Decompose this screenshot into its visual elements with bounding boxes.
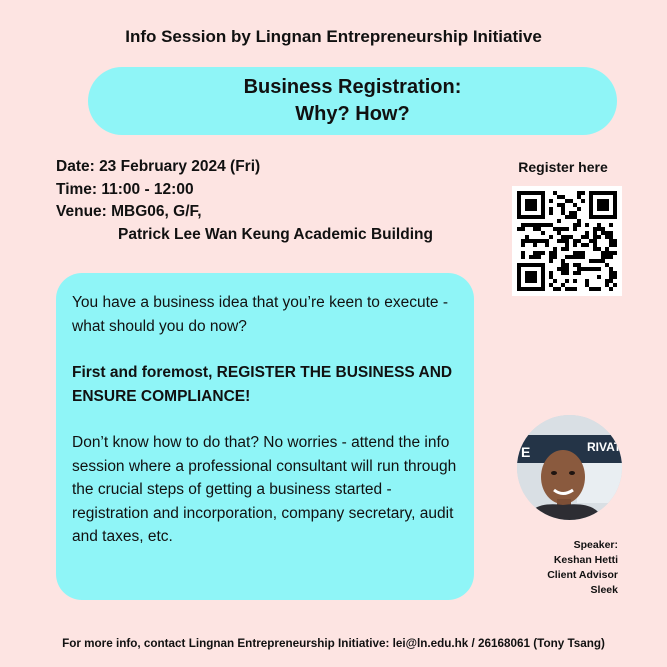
info-paragraph-emphasis: First and foremost, REGISTER THE BUSINESS AND ENSURE COMPLIANCE!	[72, 364, 453, 405]
info-paragraph-details: Don’t know how to do that? No worries - attend the info session where a professional consultant will run through the crucial steps of getting a business started - registration and incorporation, company secretary, audit and taxes, etc.	[72, 434, 457, 545]
event-venue: Venue: MBG06, G/F,	[56, 203, 202, 220]
speaker-label: Speaker:	[573, 539, 618, 551]
svg-text:E: E	[521, 444, 531, 460]
info-box	[56, 273, 474, 600]
speaker-role: Client Advisor	[547, 569, 618, 581]
info-paragraph-intro: You have a business idea that you’re keen to execute - what should you do now?	[72, 294, 448, 335]
speaker-company: Sleek	[590, 584, 618, 596]
footer-contact: For more info, contact Lingnan Entrepreneurship Initiative: lei@ln.edu.hk / 26168061 (Tony Tsang)	[62, 637, 605, 650]
svg-text:RIVAT: RIVAT	[587, 440, 622, 454]
event-details	[56, 156, 433, 246]
qr-code-icon[interactable]	[512, 186, 622, 296]
event-date: Date: 23 February 2024 (Fri)	[56, 158, 261, 175]
header-title: Info Session by Lingnan Entrepreneurship Initiative	[125, 27, 542, 46]
event-venue-building: Patrick Lee Wan Keung Academic Building	[118, 225, 433, 243]
event-title-line1: Business Registration:	[243, 76, 462, 98]
speaker-info	[490, 538, 618, 598]
event-title-line2: Why? How?	[295, 103, 410, 125]
event-title-box	[88, 67, 617, 135]
speaker-name: Keshan Hetti	[553, 554, 618, 566]
speaker-photo	[517, 415, 622, 520]
event-time: Time: 11:00 - 12:00	[56, 180, 194, 198]
register-label: Register here	[518, 159, 608, 175]
